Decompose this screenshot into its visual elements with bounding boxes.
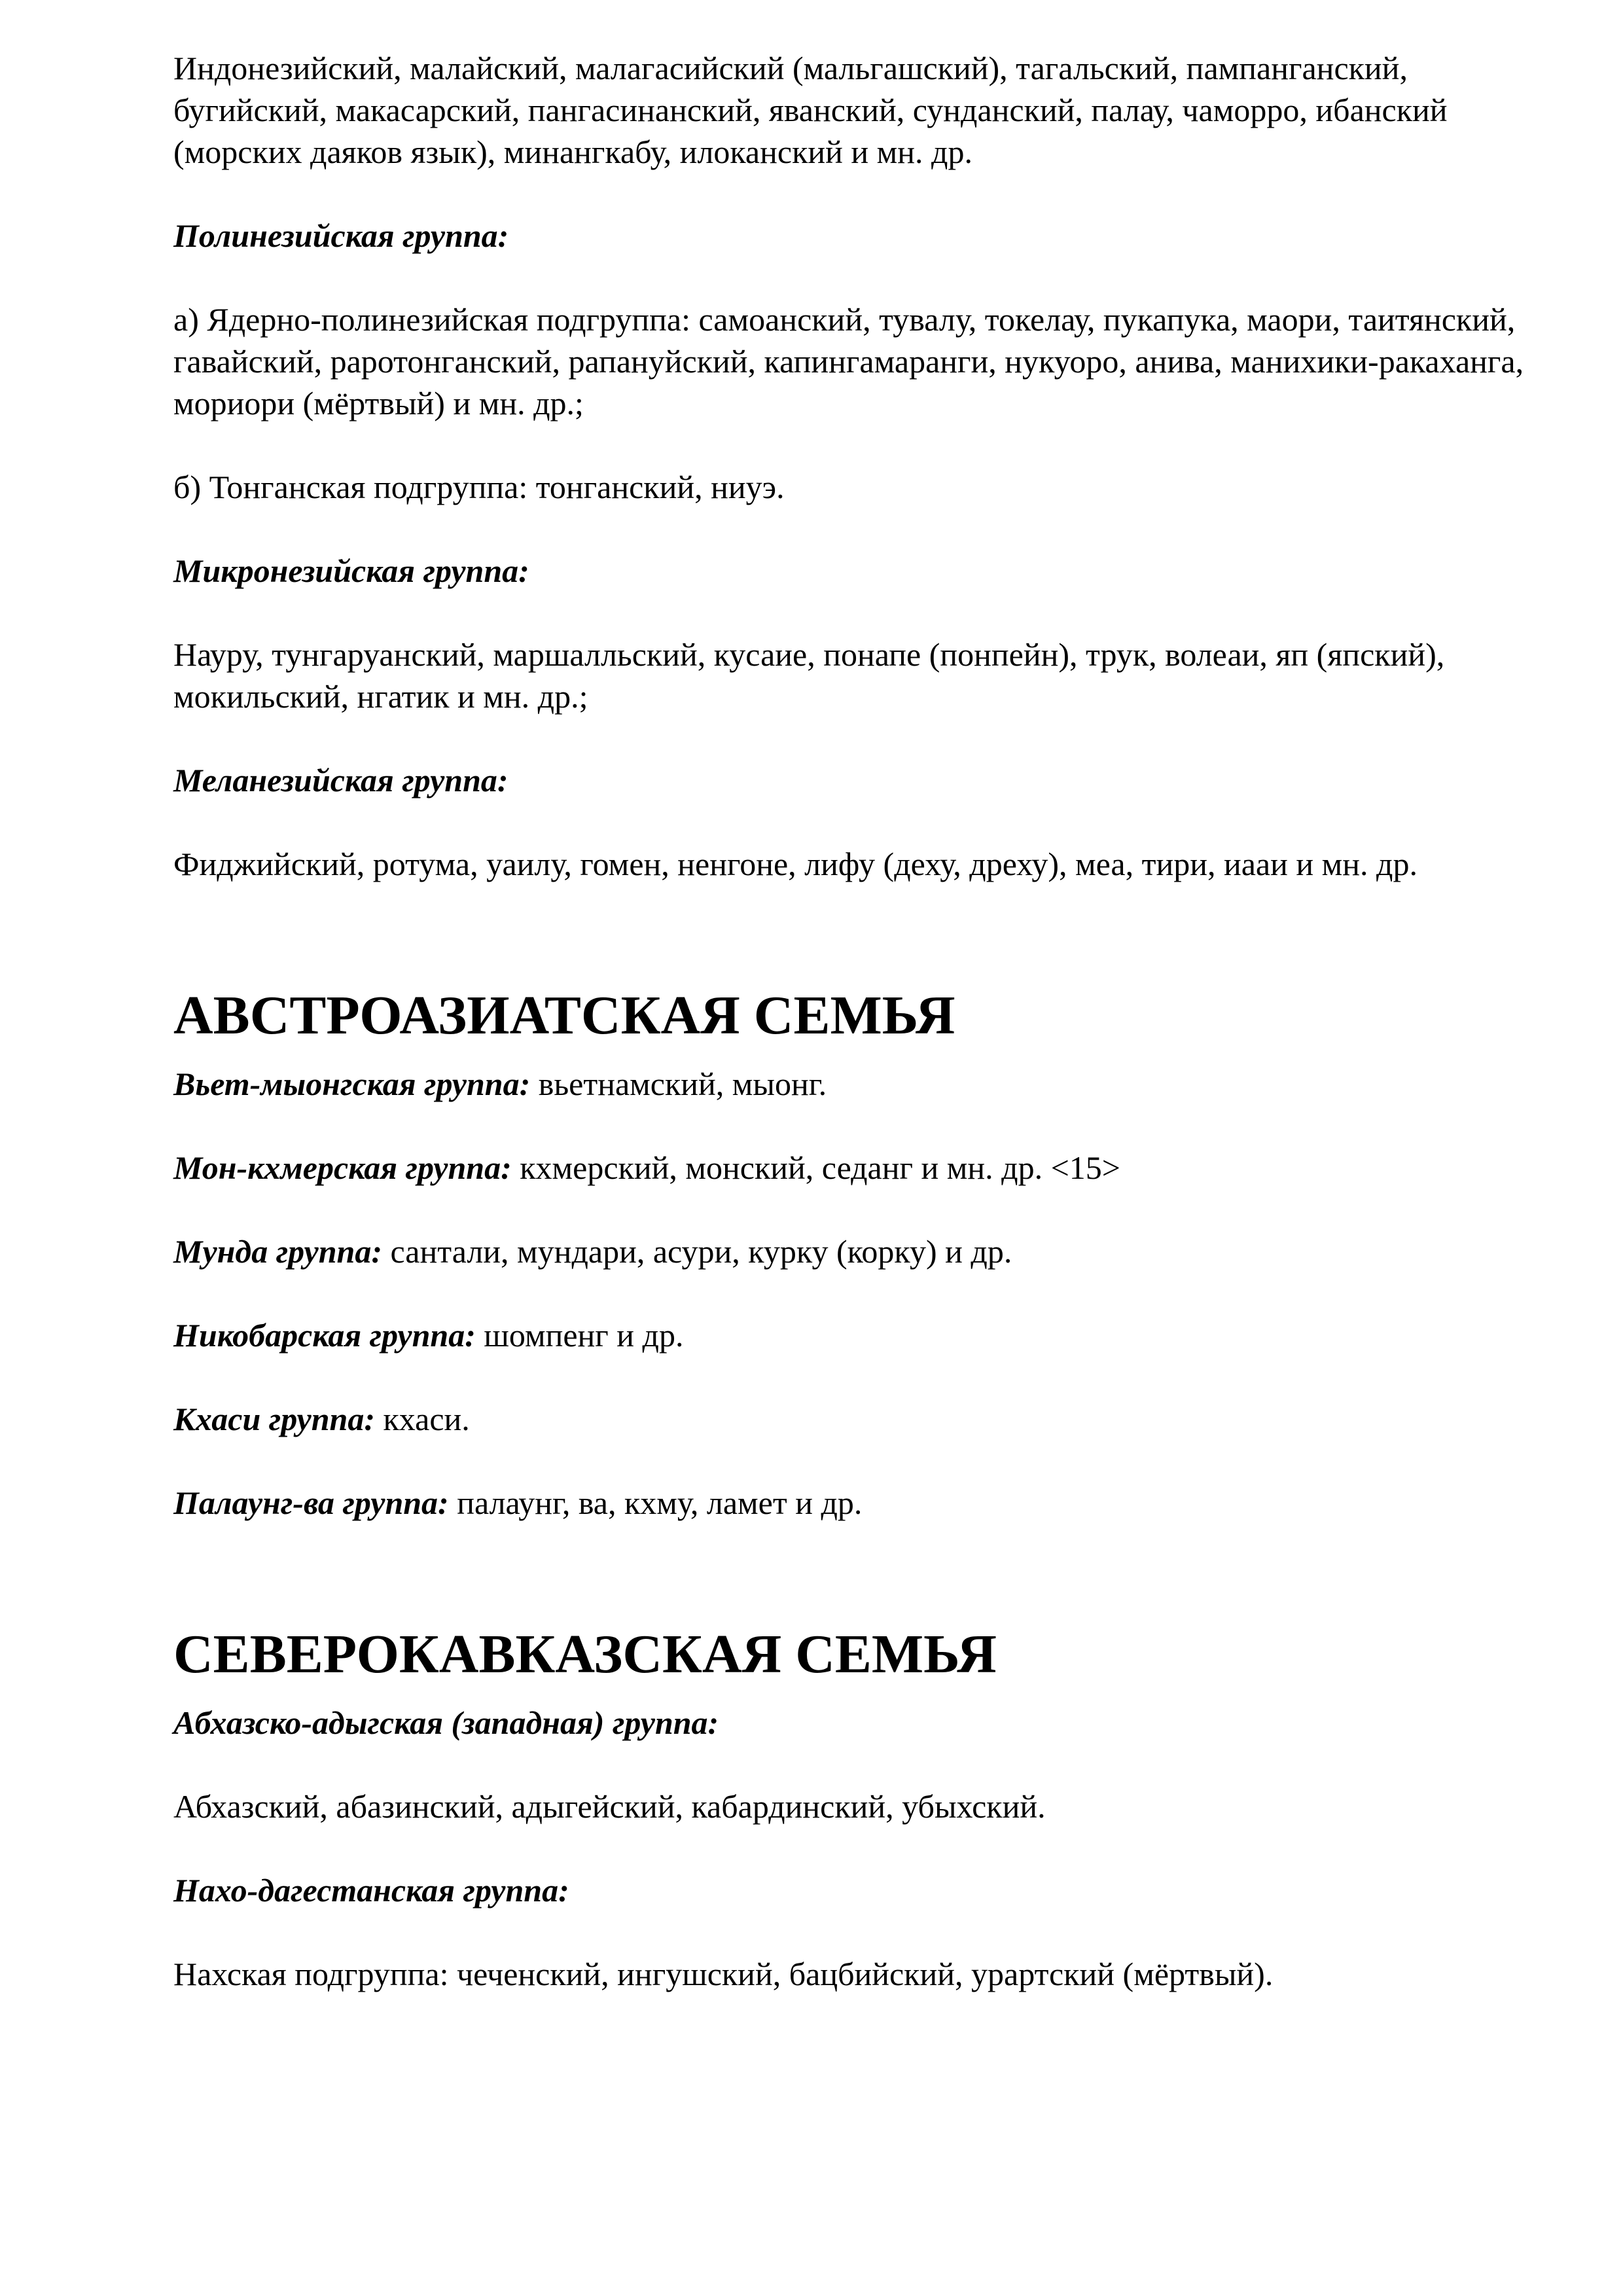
group-line-nicobarese xyxy=(173,1314,1567,1356)
polynesian-subgroup-a: а) Ядерно-полинезийская подгруппа: самоанский, тувалу, токелау, пукапука, маори, таитянский, гавайский, раротонганский, рапануйский, капингамаранги, нукуоро, анива, манихики-ракаханга, мориори (мёртвый) и мн. др.; xyxy=(173,301,1524,422)
group-languages: шомпенг и др. xyxy=(475,1317,684,1354)
austronesian-languages-paragraph: Индонезийский, малайский, малагасийский (мальгашский), тагальский, пампанганский, бугийский, макасарский, пангасинанский, яванский, сунданский, палау, чаморро, ибанский (морских даяков язык), минангкабу, илоканский и мн. др. xyxy=(173,50,1448,170)
nakh-subgroup-languages: Нахская подгруппа: чеченский, ингушский, бацбийский, урартский (мёртвый). xyxy=(173,1956,1274,1992)
group-languages: сантали, мундари, асури, курку (корку) и др. xyxy=(382,1233,1012,1270)
group-name: Никобарская группа: xyxy=(173,1317,476,1354)
group-languages: кхмерский, монский, седанг и мн. др. <15> xyxy=(511,1149,1120,1186)
group-name: Палаунг-ва группа: xyxy=(173,1484,449,1521)
document-page xyxy=(173,47,1567,1995)
group-languages: палаунг, ва, кхму, ламет и др. xyxy=(448,1484,863,1521)
nakh-dagestanian-group-heading: Нахо-дагестанская группа: xyxy=(173,1872,569,1909)
group-line-viet-muong xyxy=(173,1063,1567,1105)
melanesian-group-heading: Меланезийская группа: xyxy=(173,762,508,798)
group-name: Вьет-мыонгская группа: xyxy=(173,1066,531,1102)
group-line-munda xyxy=(173,1230,1567,1272)
group-line-khasi xyxy=(173,1398,1567,1440)
group-line-palaung-wa xyxy=(173,1482,1567,1524)
austroasiatic-family-title: АВСТРОАЗИАТСКАЯ СЕМЬЯ xyxy=(173,985,955,1046)
polynesian-group-heading: Полинезийская группа: xyxy=(173,217,509,254)
micronesian-languages: Науру, тунгаруанский, маршалльский, кусаие, понапе (понпейн), трук, волеаи, яп (япский), мокильский, нгатик и мн. др.; xyxy=(173,636,1445,715)
group-name: Мунда группа: xyxy=(173,1233,382,1270)
micronesian-group-heading: Микронезийская группа: xyxy=(173,552,529,589)
melanesian-languages: Фиджийский, ротума, уаилу, гомен, ненгоне, лифу (деху, дреху), меа, тири, иааи и мн. др. xyxy=(173,846,1418,882)
north-caucasian-family-title: СЕВЕРОКАВКАЗСКАЯ СЕМЬЯ xyxy=(173,1624,997,1685)
abkhaz-adyghe-group-heading: Абхазско-адыгская (западная) группа: xyxy=(173,1704,719,1741)
abkhaz-adyghe-languages: Абхазский, абазинский, адыгейский, кабардинский, убыхский. xyxy=(173,1788,1046,1825)
group-name: Кхаси группа: xyxy=(173,1401,376,1437)
group-languages: вьетнамский, мыонг. xyxy=(530,1066,827,1102)
polynesian-subgroup-b: б) Тонганская подгруппа: тонганский, ниуэ. xyxy=(173,469,785,505)
group-languages: кхаси. xyxy=(375,1401,470,1437)
group-name: Мон-кхмерская группа: xyxy=(173,1149,512,1186)
group-line-mon-khmer xyxy=(173,1147,1567,1189)
